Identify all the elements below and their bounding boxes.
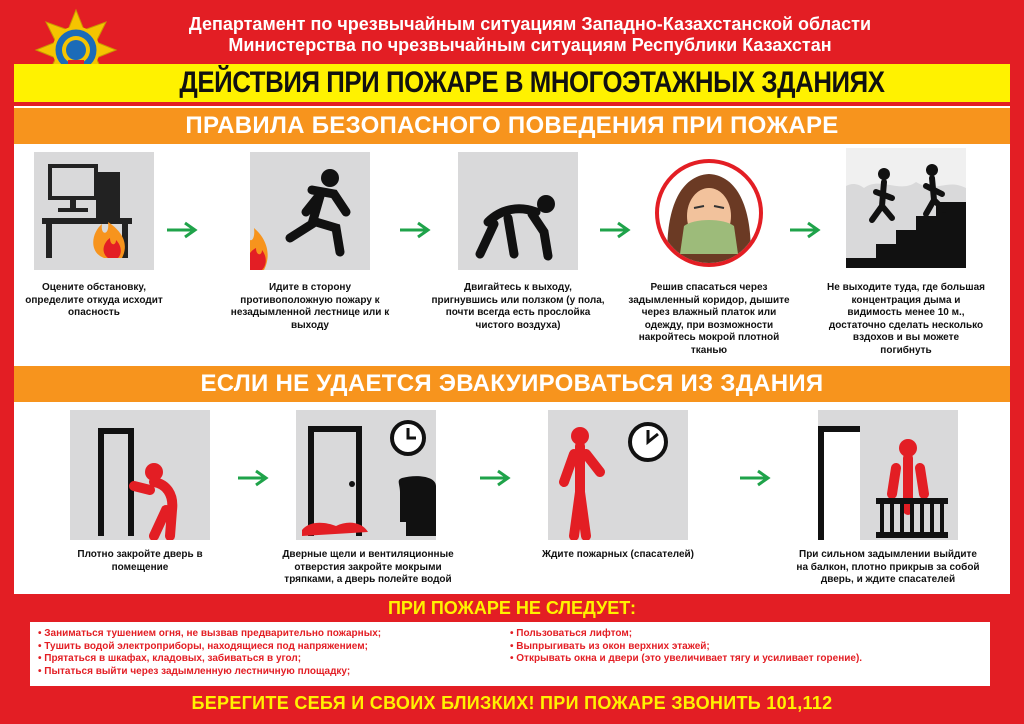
step-2-caption: Идите в сторону противоположную пожару к незадымленной лестнице или к выходу	[230, 282, 390, 331]
arrow-right-icon	[236, 468, 272, 488]
step-2-picture	[250, 152, 370, 270]
arrow-right-icon	[788, 220, 824, 240]
step-1-caption: Оцените обстановку, определите откуда исходит опасность	[25, 282, 163, 318]
wait-clock-icon	[548, 410, 688, 540]
step-3-picture	[458, 152, 578, 270]
arrow-right-icon	[738, 468, 774, 488]
arrow-right-icon	[478, 468, 514, 488]
step-1-picture	[34, 152, 154, 270]
s2-step-1-caption: Плотно закройте дверь в помещение	[77, 549, 203, 573]
dont-list-right	[510, 628, 862, 666]
dont-list-left	[38, 628, 381, 678]
section-1-heading: ПРАВИЛА БЕЗОПАСНОГО ПОВЕДЕНИЯ ПРИ ПОЖАРЕ	[14, 108, 1010, 144]
dont-item: • Открывать окна и двери (это увеличивает тягу и усиливает горение).	[510, 653, 862, 666]
dont-item: • Выпрыгивать из окон верхних этажей;	[510, 641, 862, 654]
s2-step-1-picture	[70, 410, 210, 540]
dont-item: • Тушить водой электроприборы, находящиеся под напряжением;	[38, 641, 381, 654]
dont-item: • Пытаться выйти через задымленную лестничную площадку;	[38, 666, 381, 679]
running-man-icon	[250, 152, 370, 270]
step-5-caption: Не выходите туда, где большая концентрация дыма и видимость менее 10 м., достаточно сделать несколько вздохов и вы можете погибнуть	[827, 282, 985, 356]
crawling-man-icon	[458, 152, 578, 270]
s2-step-3-caption: Ждите пожарных (спасателей)	[541, 549, 695, 560]
arrow-right-icon	[165, 220, 201, 240]
section-2-heading: ЕСЛИ НЕ УДАЕТСЯ ЭВАКУИРОВАТЬСЯ ИЗ ЗДАНИЯ	[14, 366, 1010, 402]
step-5-picture	[846, 148, 966, 268]
wet-cloth-face-icon	[654, 158, 764, 268]
computer-fire-icon	[34, 152, 154, 270]
footer-call-to-action: БЕРЕГИТЕ СЕБЯ И СВОИХ БЛИЗКИХ! ПРИ ПОЖАРЕ ЗВОНИТЬ 101,112	[191, 693, 833, 713]
page-title: ДЕЙСТВИЯ ПРИ ПОЖАРЕ В МНОГОЭТАЖНЫХ ЗДАНИЯХ	[179, 66, 885, 99]
stairs-up-icon	[846, 148, 966, 268]
s2-step-2-picture	[296, 410, 436, 540]
s2-step-4-caption: При сильном задымлении выйдите на балкон, плотно прикрыв за собой дверь, и ждите спасателей	[796, 549, 980, 585]
s2-step-4-picture	[818, 410, 958, 540]
dont-item: • Заниматься тушением огня, не вызвав предварительно пожарных;	[38, 628, 381, 641]
department-line-2: Министерства по чрезвычайным ситуациям Республики Казахстан	[228, 35, 832, 55]
arrow-right-icon	[598, 220, 634, 240]
dont-item: • Прятаться в шкафах, кладовых, забиваться в угол;	[38, 653, 381, 666]
wet-door-gap-icon	[296, 410, 436, 540]
dont-heading: ПРИ ПОЖАРЕ НЕ СЛЕДУЕТ:	[387, 598, 637, 618]
department-header	[130, 14, 930, 56]
s2-step-2-caption: Дверные щели и вентиляционные отверстия закройте мокрыми тряпками, а дверь полейте водой	[282, 549, 454, 585]
department-line-1: Департамент по чрезвычайным ситуациям Западно-Казахстанской области	[188, 14, 872, 34]
arrow-right-icon	[398, 220, 434, 240]
step-4-caption: Решив спасаться через задымленный коридор, дышите через влажный платок или одежду, при возможности накройтесь мокрой плотной тканью	[628, 282, 790, 356]
title-bar	[14, 64, 1010, 102]
dont-list-box	[30, 622, 990, 686]
s2-step-3-picture	[548, 410, 688, 540]
step-3-caption: Двигайтесь к выходу, пригнувшись или ползком (у пола, почти всегда есть прослойка чистого воздуха)	[431, 282, 605, 331]
close-door-icon	[70, 410, 210, 540]
balcony-icon	[818, 410, 958, 540]
dont-item: • Пользоваться лифтом;	[510, 628, 862, 641]
step-4-picture	[654, 158, 764, 268]
